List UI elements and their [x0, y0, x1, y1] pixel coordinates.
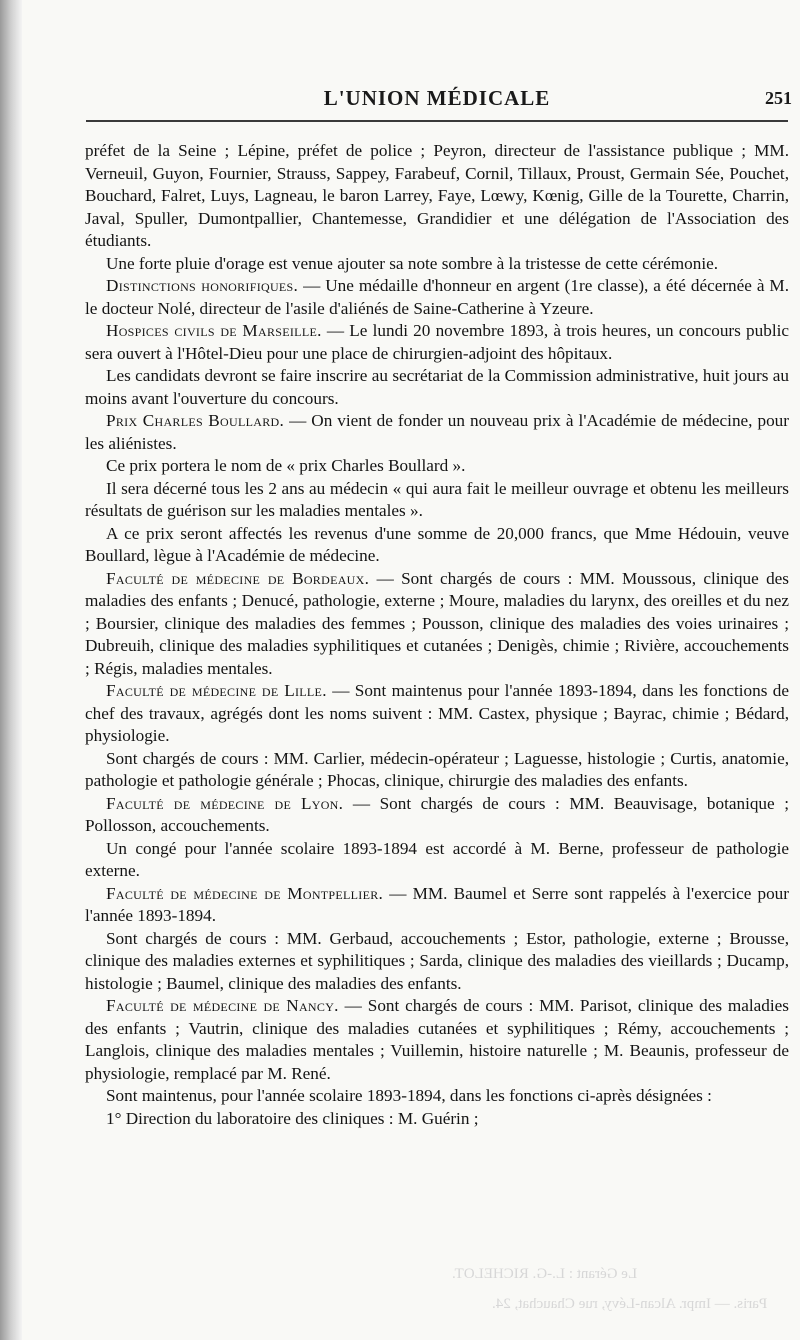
section-lead: Faculté de médecine de Lyon.: [106, 793, 344, 813]
paragraph-text: — Sont chargés de cours : MM. Parisot, clinique des maladies des enfants ; Vautrin, clinique des maladies cutanées et syphilitiques ; Rémy, accouchements ; Langlois, clinique des maladies mentales ; Vuillemin, histoire naturelle ; M. Beaunis, professeur de physiologie, remplacé par M. René.: [85, 996, 789, 1083]
section-lead: Faculté de médecine de Montpellier.: [106, 883, 384, 903]
paragraph-prize-name: Ce prix portera le nom de « prix Charles Boullard ».: [106, 456, 466, 475]
paragraph-text: — MM. Baumel et Serre sont rappelés à l'exercice pour l'année 1893-1894.: [85, 883, 789, 925]
book-page: [22, 0, 800, 1340]
article-body: [85, 140, 789, 1130]
paragraph-text: — Sont chargés de cours : MM. Moussous, clinique des maladies des enfants ; Denucé, pathologie, externe ; Moure, maladies du larynx, des oreilles et du nez ; Boursier, clinique des maladies des femmes ; Pousson, clinique des maladies des voies urinaires ; Dubreuih, clinique des maladies syphilitiques et cutanées ; Denigès, chimie ; Rivière, accouchements ; Régis, maladies mentales.: [85, 568, 789, 678]
section-lead: Prix Charles Boullard.: [106, 411, 285, 430]
paragraph-text: — Sont maintenus pour l'année 1893-1894, dans les fonctions de chef des travaux, agrégés dont les noms suivent : MM. Castex, physique ; Bayrac, chimie ; Bédard, physiologie.: [85, 681, 790, 745]
paragraph-faculte-montpellier: [85, 883, 789, 928]
paragraph-laboratoire: 1° Direction du laboratoire des cliniques : M. Guérin ;: [106, 1108, 479, 1128]
bleed-through-imprint: Paris. — Impr. Alcan-Lévy, rue Chauchat, 24.: [492, 1296, 768, 1312]
section-lead: Hospices civils de Marseille.: [106, 321, 322, 340]
paragraph-faculte-lille: [85, 680, 789, 748]
running-title: L'UNION MÉDICALE: [323, 86, 551, 110]
paragraph-weather: Une forte pluie d'orage est venue ajouter sa note sombre à la tristesse de cette cérémonie.: [106, 253, 719, 273]
paragraph-hospices-marseille: [85, 320, 789, 365]
paragraph-montpellier-cours: Sont chargés de cours : MM. Gerbaud, accouchements ; Estor, pathologie, externe ; Brousse, clinique des maladies externes et syphilitiques ; Sarda, clinique des maladies des vieillards ; Ducamp, histologie ; Baumel, clinique des maladies des enfants.: [85, 928, 789, 993]
paragraph-prize-award: Il sera décerné tous les 2 ans au médecin « qui aura fait le meilleur ouvrage et obtenu les meilleurs résultats de guérison sur les maladies mentales ».: [85, 478, 789, 520]
bleed-through-gerant: Le Gérant : L.-G. RICHELOT.: [452, 1266, 638, 1282]
paragraph-faculte-lyon: [85, 793, 789, 838]
paragraph-prize-funds: A ce prix seront affectés les revenus d'une somme de 20,000 francs, que Mme Hédouin, veuve Boullard, lègue à l'Académie de médecine.: [85, 523, 789, 565]
header-rule: [86, 120, 788, 122]
paragraph-text: — Une médaille d'honneur en argent (1re classe), a été décernée à M. le docteur Nolé, directeur de l'asile d'aliénés de Saine-Catherine à Yzeure.: [85, 276, 790, 318]
page-number: 251: [765, 88, 792, 108]
paragraph-text: — Sont chargés de cours : MM. Beauvisage, botanique ; Pollosson, accouchements.: [85, 793, 790, 835]
paragraph-prix-boullard: [85, 410, 789, 455]
paragraph-faculte-nancy: [85, 995, 789, 1085]
section-lead: Distinctions honorifiques.: [106, 276, 299, 295]
section-lead: Faculté de médecine de Nancy.: [106, 996, 339, 1015]
page-header: [82, 86, 792, 116]
paragraph-text: — Le lundi 20 novembre 1893, à trois heures, un concours public sera ouvert à l'Hôtel-Dieu pour une place de chirurgien-adjoint des hôpitaux.: [85, 321, 790, 363]
paragraph-candidates: Les candidats devront se faire inscrire au secrétariat de la Commission administrative, huit jours au moins avant l'ouverture du concours.: [85, 366, 789, 408]
paragraph-text: — On vient de fonder un nouveau prix à l'Académie de médecine, pour les aliénistes.: [85, 411, 789, 453]
paragraph-lille-cours: Sont chargés de cours : MM. Carlier, médecin-opérateur ; Laguesse, histologie ; Curtis, anatomie, pathologie et pathologie générale ; Phocas, clinique, chirurgie des maladies des enfants.: [85, 748, 789, 790]
page-binding-shadow: [0, 0, 22, 1340]
paragraph-distinctions: [85, 275, 789, 320]
paragraph-faculte-bordeaux: [85, 568, 789, 681]
section-lead: Faculté de médecine de Lille.: [106, 681, 327, 700]
paragraph-nancy-maintenus: Sont maintenus, pour l'année scolaire 1893-1894, dans les fonctions ci-après désignées :: [106, 1086, 712, 1105]
paragraph-lyon-conge: Un congé pour l'année scolaire 1893-1894 est accordé à M. Berne, professeur de pathologie externe.: [85, 838, 789, 880]
section-lead: Faculté de médecine de Bordeaux.: [106, 568, 370, 588]
paragraph-attendees: préfet de la Seine ; Lépine, préfet de police ; Peyron, directeur de l'assistance publique ; MM. Verneuil, Guyon, Fournier, Strauss, Sappey, Farabeuf, Cornil, Tillaux, Proust, Germain Sée, Pouchet, Bouchard, Falret, Luys, Lagneau, le baron Larrey, Faye, Lœwy, Kœnig, Gille de la Tourette, Charrin, Javal, Spuller, Dumontpallier, Chantemesse, Grandidier et une délégation de l'Association des étudiants.: [85, 141, 789, 250]
